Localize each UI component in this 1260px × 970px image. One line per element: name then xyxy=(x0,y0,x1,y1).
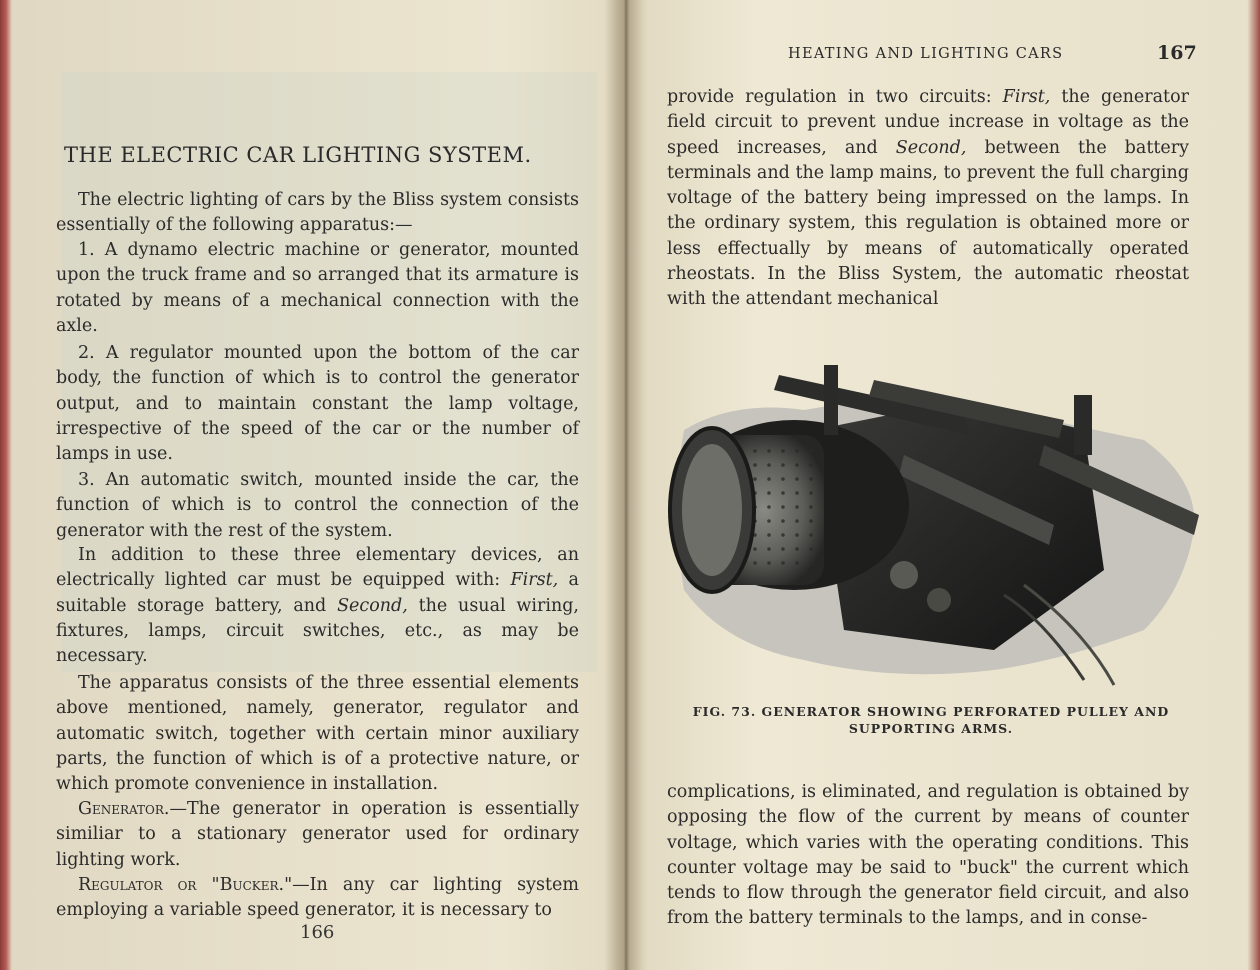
bolt-fitting xyxy=(927,588,951,612)
generator-figure xyxy=(664,360,1199,690)
figure-caption: FIG. 73. GENERATOR SHOWING PERFORATED PULLEY AND SUPPORTING ARMS. xyxy=(692,704,1170,736)
paragraph-apparatus: The apparatus consists of the three essential elements above mentioned, namely, generator, regulator and automatic switch, together with certain minor auxiliary parts, the function of which is of a protective nature, or which promote convenience in installation. xyxy=(56,673,579,795)
regulation-c: between the battery terminals and the lamp mains, to prevent the full charging voltage of the battery being impressed on the lamps. In the ordinary system, this regulation is obtained more or less effectually by means of automatically operated rheostats. In the Bliss System, the automatic rheostat with the attendant mechanical xyxy=(667,137,1189,310)
pulley-interior xyxy=(682,444,742,576)
paragraph-item-3: 3. An automatic switch, mounted inside the car, the function of which is to control the connection of the generator with the rest of the system. xyxy=(56,470,579,541)
regulation-first: First, xyxy=(1002,87,1051,107)
left-page xyxy=(0,0,626,970)
running-head: HEATING AND LIGHTING CARS xyxy=(788,46,1064,62)
paragraph-complications: complications, is eliminated, and regulation is obtained by opposing the flow of the current by means of counter voltage, which varies with the operating conditions. This counter voltage may be said to "buck" the current which tends to flow through the generator field circuit, and also from the battery terminals to the lamps, and in conse- xyxy=(667,782,1189,929)
paragraph-devices-a: In addition to these three elementary devices, an electrically lighted car must be equipped with: xyxy=(56,545,579,591)
generator-label: Generator. xyxy=(78,799,170,819)
regulation-a: provide regulation in two circuits: xyxy=(667,87,1003,107)
regulator-text: —In any car lighting system employing a variable speed generator, it is necessary to xyxy=(56,875,579,921)
terminal-post-left xyxy=(824,365,838,435)
paragraph-intro: The electric lighting of cars by the Bliss system consists essentially of the following apparatus:— xyxy=(56,190,579,236)
paragraph-devices-first: First, xyxy=(510,570,559,591)
regulator-label: Regulator or "Bucker." xyxy=(78,875,293,895)
generator-illustration xyxy=(664,360,1199,690)
terminal-post-right xyxy=(1074,395,1092,455)
paragraph-devices-second: Second, xyxy=(337,595,408,616)
paragraph-item-1: 1. A dynamo electric machine or generator, mounted upon the truck frame and so arranged that its armature is rotated by means of a mechanical connection with the axle. xyxy=(56,240,579,336)
generator-text: —The generator in operation is essentially similiar to a stationary generator used for ordinary lighting work. xyxy=(56,799,579,870)
paragraph-regulator xyxy=(56,873,579,924)
paragraph-generator xyxy=(56,797,579,873)
bolt-fitting xyxy=(890,561,918,589)
regulation-b: the generator field circuit to prevent undue increase in voltage as the speed increases, and xyxy=(667,87,1189,158)
regulation-second: Second, xyxy=(895,137,967,158)
paragraph-devices xyxy=(56,543,579,669)
page-number-right: 167 xyxy=(1157,42,1197,64)
page-number-left: 166 xyxy=(300,922,335,943)
paragraph-devices-c: the usual wiring, fixtures, lamps, circuit switches, etc., as may be necessary. xyxy=(56,595,579,667)
paragraph-regulation xyxy=(667,85,1189,313)
paragraph-item-2: 2. A regulator mounted upon the bottom of the car body, the function of which is to control the generator output, and to maintain constant the lamp voltage, irrespective of the speed of the car or the number of lamps in use. xyxy=(56,343,579,465)
paragraph-devices-b: a suitable storage battery, and xyxy=(56,570,579,616)
section-heading: THE ELECTRIC CAR LIGHTING SYSTEM. xyxy=(64,143,532,167)
